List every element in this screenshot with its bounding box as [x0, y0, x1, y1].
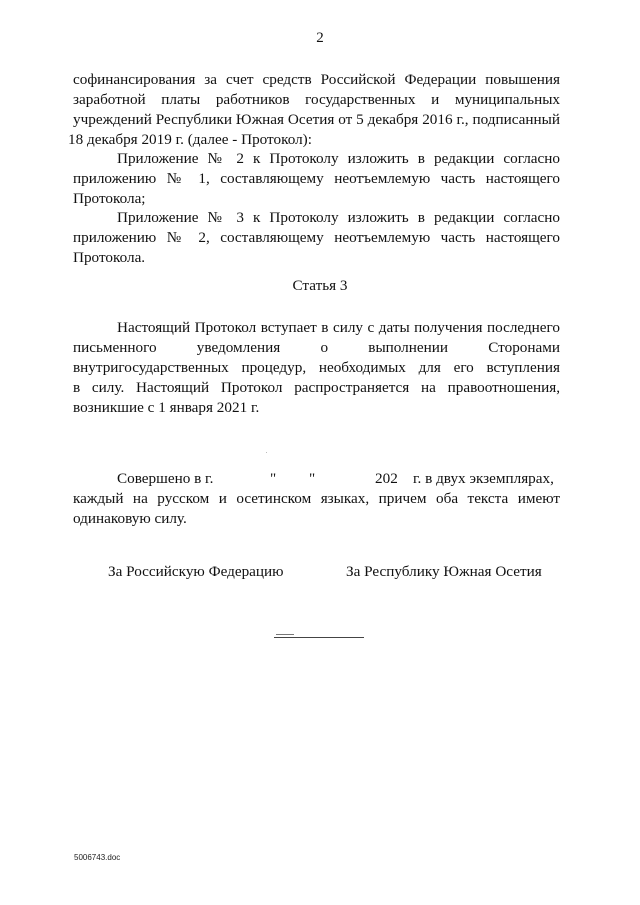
text-line: Приложение № 3 к Протоколу изложить в редакции согласно	[117, 209, 560, 226]
text-line: заработной платы работников государственных и муниципальных	[73, 91, 560, 108]
footer-filename: 5006743.doc	[74, 853, 121, 862]
quote-open: "	[270, 470, 277, 487]
signature-south-ossetia: За Республику Южная Осетия	[346, 563, 542, 580]
text-line: приложению № 2, составляющему неотъемлемую часть настоящего	[73, 229, 560, 246]
text-line: софинансирования за счет средств Российской Федерации повышения	[73, 71, 560, 88]
divider-line	[274, 637, 364, 638]
done-rest: г. в двух экземплярах,	[413, 470, 554, 487]
text-line: приложению № 1, составляющему неотъемлемую часть настоящего	[73, 170, 560, 187]
text-line: каждый на русском и осетинском языках, причем оба текста имеют	[73, 490, 560, 507]
text-line: Протокола.	[73, 249, 146, 266]
text-line: Приложение № 2 к Протоколу изложить в редакции согласно	[117, 150, 560, 167]
text-line: в силу. Настоящий Протокол распространяется на правоотношения,	[73, 379, 560, 396]
text-line: одинаковую силу.	[73, 510, 187, 527]
text-line: письменного уведомления о выполнении Сторонами	[73, 339, 560, 356]
quote-close: "	[309, 470, 316, 487]
done-line-1	[73, 469, 560, 489]
done-place: Совершено в г.	[117, 470, 214, 487]
text-line: Настоящий Протокол вступает в силу с даты получения последнего	[117, 319, 560, 336]
page-number: 2	[316, 30, 324, 46]
article-heading: Статья 3	[292, 277, 348, 294]
text-line: внутригосударственных процедур, необходимых для его вступления	[73, 359, 560, 376]
divider-dash	[276, 634, 294, 635]
scan-mark	[266, 452, 267, 453]
text-line: Протокола;	[73, 190, 146, 207]
text-line: 18 декабря 2019 г. (далее - Протокол):	[68, 131, 312, 148]
signature-russia: За Российскую Федерацию	[108, 563, 284, 580]
text-line: возникшие с 1 января 2021 г.	[73, 399, 260, 416]
done-year: 202	[375, 470, 398, 487]
text-line: учреждений Республики Южная Осетия от 5 декабря 2016 г., подписанный	[73, 111, 560, 128]
